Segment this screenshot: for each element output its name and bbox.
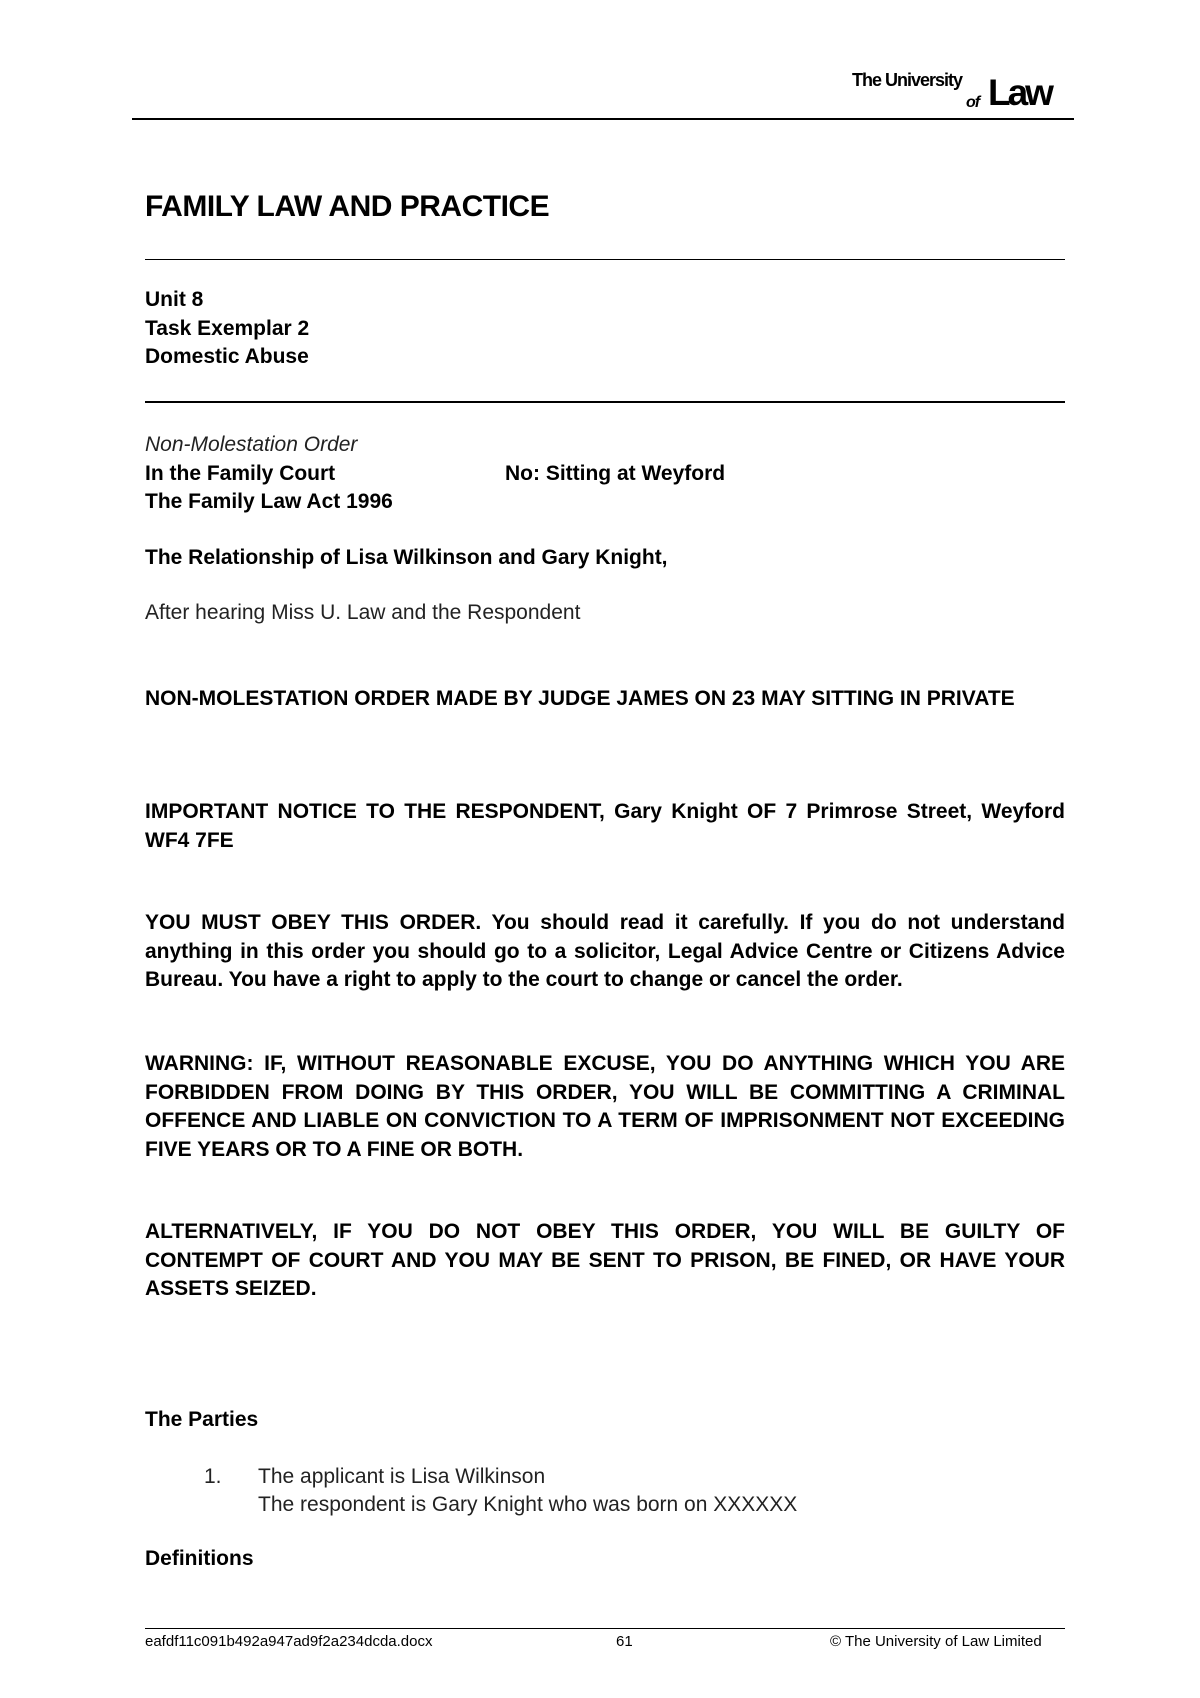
document-title: FAMILY LAW AND PRACTICE: [145, 190, 550, 223]
unit-number: Unit 8: [145, 288, 204, 311]
footer-page-number: 61: [616, 1633, 633, 1650]
logo-line-2: of: [966, 94, 980, 111]
task-exemplar: Task Exemplar 2: [145, 316, 310, 340]
respondent-line: The respondent is Gary Knight who was born on XXXXXX: [258, 1493, 798, 1516]
header-rule: [132, 118, 1074, 120]
obey-paragraph: YOU MUST OBEY THIS ORDER. You should read it carefully. If you do not understand anything in this order you should go to a solicitor, Legal Advice Centre or Citizens Advice Bureau. You have a right to apply to the court to change or cancel the order.: [145, 911, 1065, 991]
important-notice: IMPORTANT NOTICE TO THE RESPONDENT, Gary Knight OF 7 Primrose Street, Weyford WF4 7FE: [145, 800, 1065, 852]
title-rule: [145, 259, 1065, 260]
topic: Domestic Abuse: [145, 345, 309, 368]
footer-copyright: © The University of Law Limited: [830, 1633, 1042, 1650]
definitions-heading: Definitions: [145, 1547, 254, 1570]
act-reference: The Family Law Act 1996: [145, 490, 393, 513]
hearing-line: After hearing Miss U. Law and the Respondent: [145, 601, 581, 624]
footer-rule: [145, 1628, 1065, 1629]
court-name: In the Family Court: [145, 462, 336, 485]
logo-line-3: Law: [988, 72, 1051, 113]
parties-heading: The Parties: [145, 1408, 259, 1431]
university-logo: [852, 68, 1060, 112]
warning-paragraph: WARNING: IF, WITHOUT REASONABLE EXCUSE, YOU DO ANYTHING WHICH YOU ARE FORBIDDEN FROM DOING BY THIS ORDER, YOU WILL BE COMMITTING A CRIMINAL OFFENCE AND LIABLE ON CONVICTION TO A TERM OF IMPRISONMENT NOT EXCEEDING FIVE YEARS OR TO A FINE OR BOTH.: [145, 1052, 1065, 1161]
unit-block: [145, 286, 309, 372]
sitting-location: No: Sitting at Weyford: [505, 462, 726, 485]
unit-rule: [145, 401, 1065, 403]
order-made: NON-MOLESTATION ORDER MADE BY JUDGE JAMES ON 23 MAY SITTING IN PRIVATE: [145, 687, 1015, 710]
alternatively-paragraph: ALTERNATIVELY, IF YOU DO NOT OBEY THIS ORDER, YOU WILL BE GUILTY OF CONTEMPT OF COURT AND YOU MAY BE SENT TO PRISON, BE FINED, OR HAVE YOUR ASSETS SEIZED.: [145, 1220, 1065, 1300]
parties-number: 1.: [204, 1465, 222, 1488]
relationship-line: The Relationship of Lisa Wilkinson and Gary Knight,: [145, 546, 668, 569]
footer-filename: eafdf11c091b492a947ad9f2a234dcda.docx: [145, 1633, 433, 1650]
order-type: Non-Molestation Order: [145, 433, 358, 456]
logo-line-1: The University: [852, 70, 963, 90]
applicant-line: The applicant is Lisa Wilkinson: [258, 1465, 546, 1488]
